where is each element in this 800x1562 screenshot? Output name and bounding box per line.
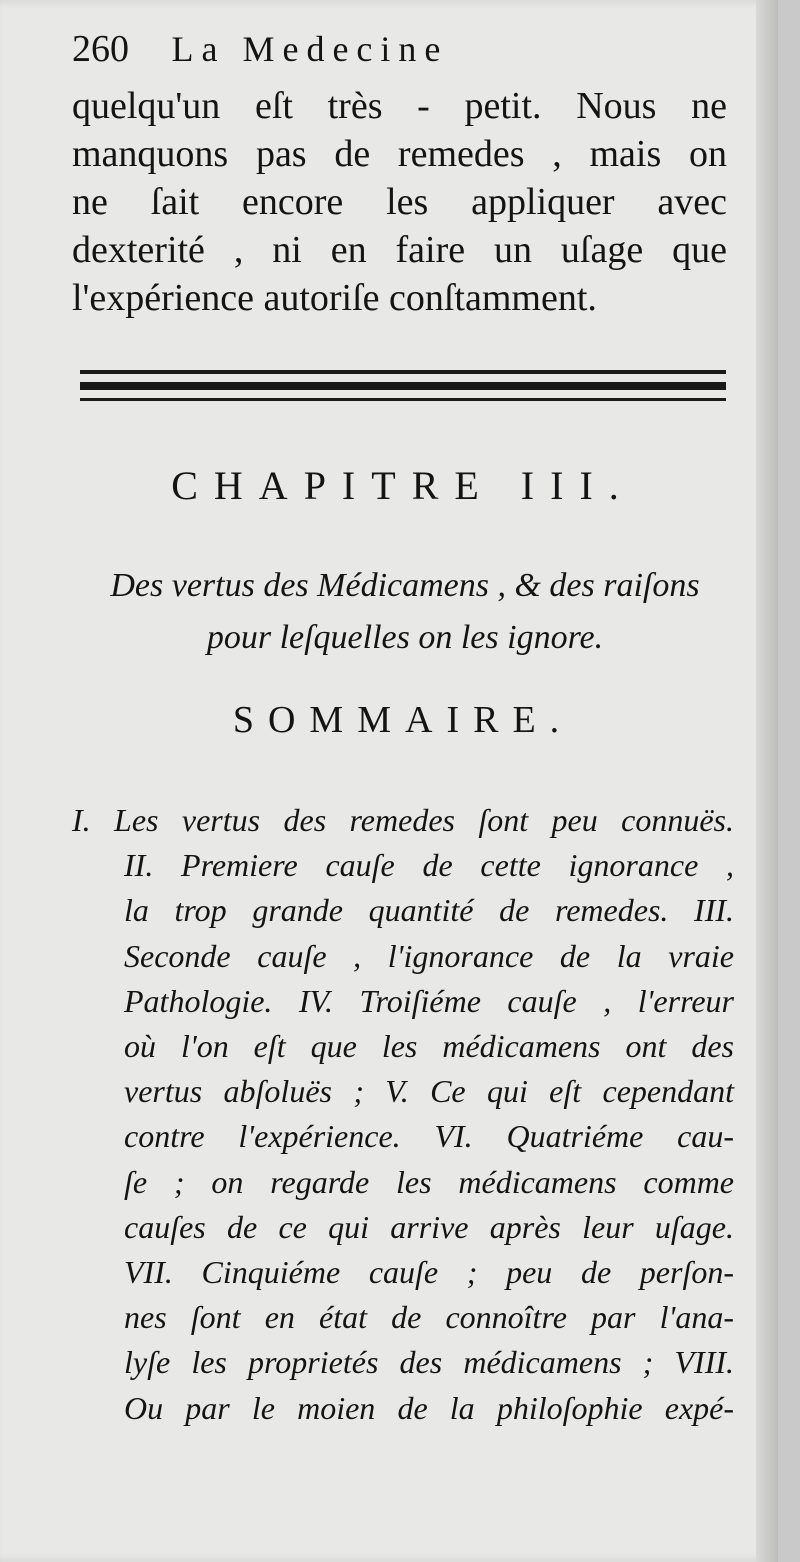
running-head-title: La Medecine: [171, 29, 449, 69]
chapter-subtitle-line: pour leſquelles on les ignore.: [206, 619, 604, 656]
chapter-heading: CHAPITRE III.: [171, 463, 635, 508]
ornamental-rule-middle: [80, 382, 726, 390]
summary-line: I. Les vertus des remedes ſont peu connuës.: [72, 802, 734, 838]
paragraph-line: l'expérience autoriſe conſtamment.: [72, 277, 597, 319]
continued-paragraph: [72, 82, 727, 322]
summary-line: la trop grande quantité de remedes. III.: [124, 892, 734, 929]
paragraph-line: manquons pas de remedes , mais on: [72, 133, 727, 175]
paragraph-line: dexterité , ni en faire un uſage que: [72, 229, 727, 271]
summary-text: [72, 798, 734, 1431]
summary-line: contre l'expérience. VI. Quatriéme cau-: [124, 1118, 734, 1155]
summary-line: où l'on eſt que les médicamens ont des: [124, 1028, 734, 1065]
paragraph-line: ne ſait encore les appliquer avec: [72, 181, 727, 223]
summary-line: II. Premiere cauſe de cette ignorance ,: [124, 847, 734, 884]
summary-line: cauſes de ce qui arrive après leur uſage.: [124, 1208, 734, 1245]
page-edge-shadow: [756, 0, 778, 1562]
summary-heading: SOMMAIRE.: [232, 699, 574, 741]
summary-line: vertus abſoluës ; V. Ce qui eſt cependant: [124, 1073, 734, 1110]
summary-line: Seconde cauſe , l'ignorance de la vraie: [124, 937, 734, 974]
running-head: [72, 22, 732, 76]
summary-line: lyſe les proprietés des médicamens ; VIII.: [124, 1344, 734, 1381]
summary-line: VII. Cinquiéme cauſe ; peu de perſon-: [124, 1254, 734, 1291]
ornamental-rule-bottom: [80, 398, 726, 401]
summary-line: ſe ; on regarde les médicamens comme: [124, 1163, 734, 1200]
chapter-subtitle: [70, 560, 740, 664]
ornamental-rule-top: [80, 370, 726, 374]
summary-line: Ou par le moien de la philoſophie expé-: [124, 1389, 734, 1426]
chapter-subtitle-line: Des vertus des Médicamens , & des raiſons: [110, 567, 700, 604]
summary-line: nes ſont en état de connoître par l'ana-: [124, 1299, 734, 1336]
summary-line: Pathologie. IV. Troiſiéme cauſe , l'erreur: [124, 982, 734, 1019]
paragraph-line: quelqu'un eſt très - petit. Nous ne: [72, 85, 727, 127]
page-number: 260: [72, 28, 129, 70]
